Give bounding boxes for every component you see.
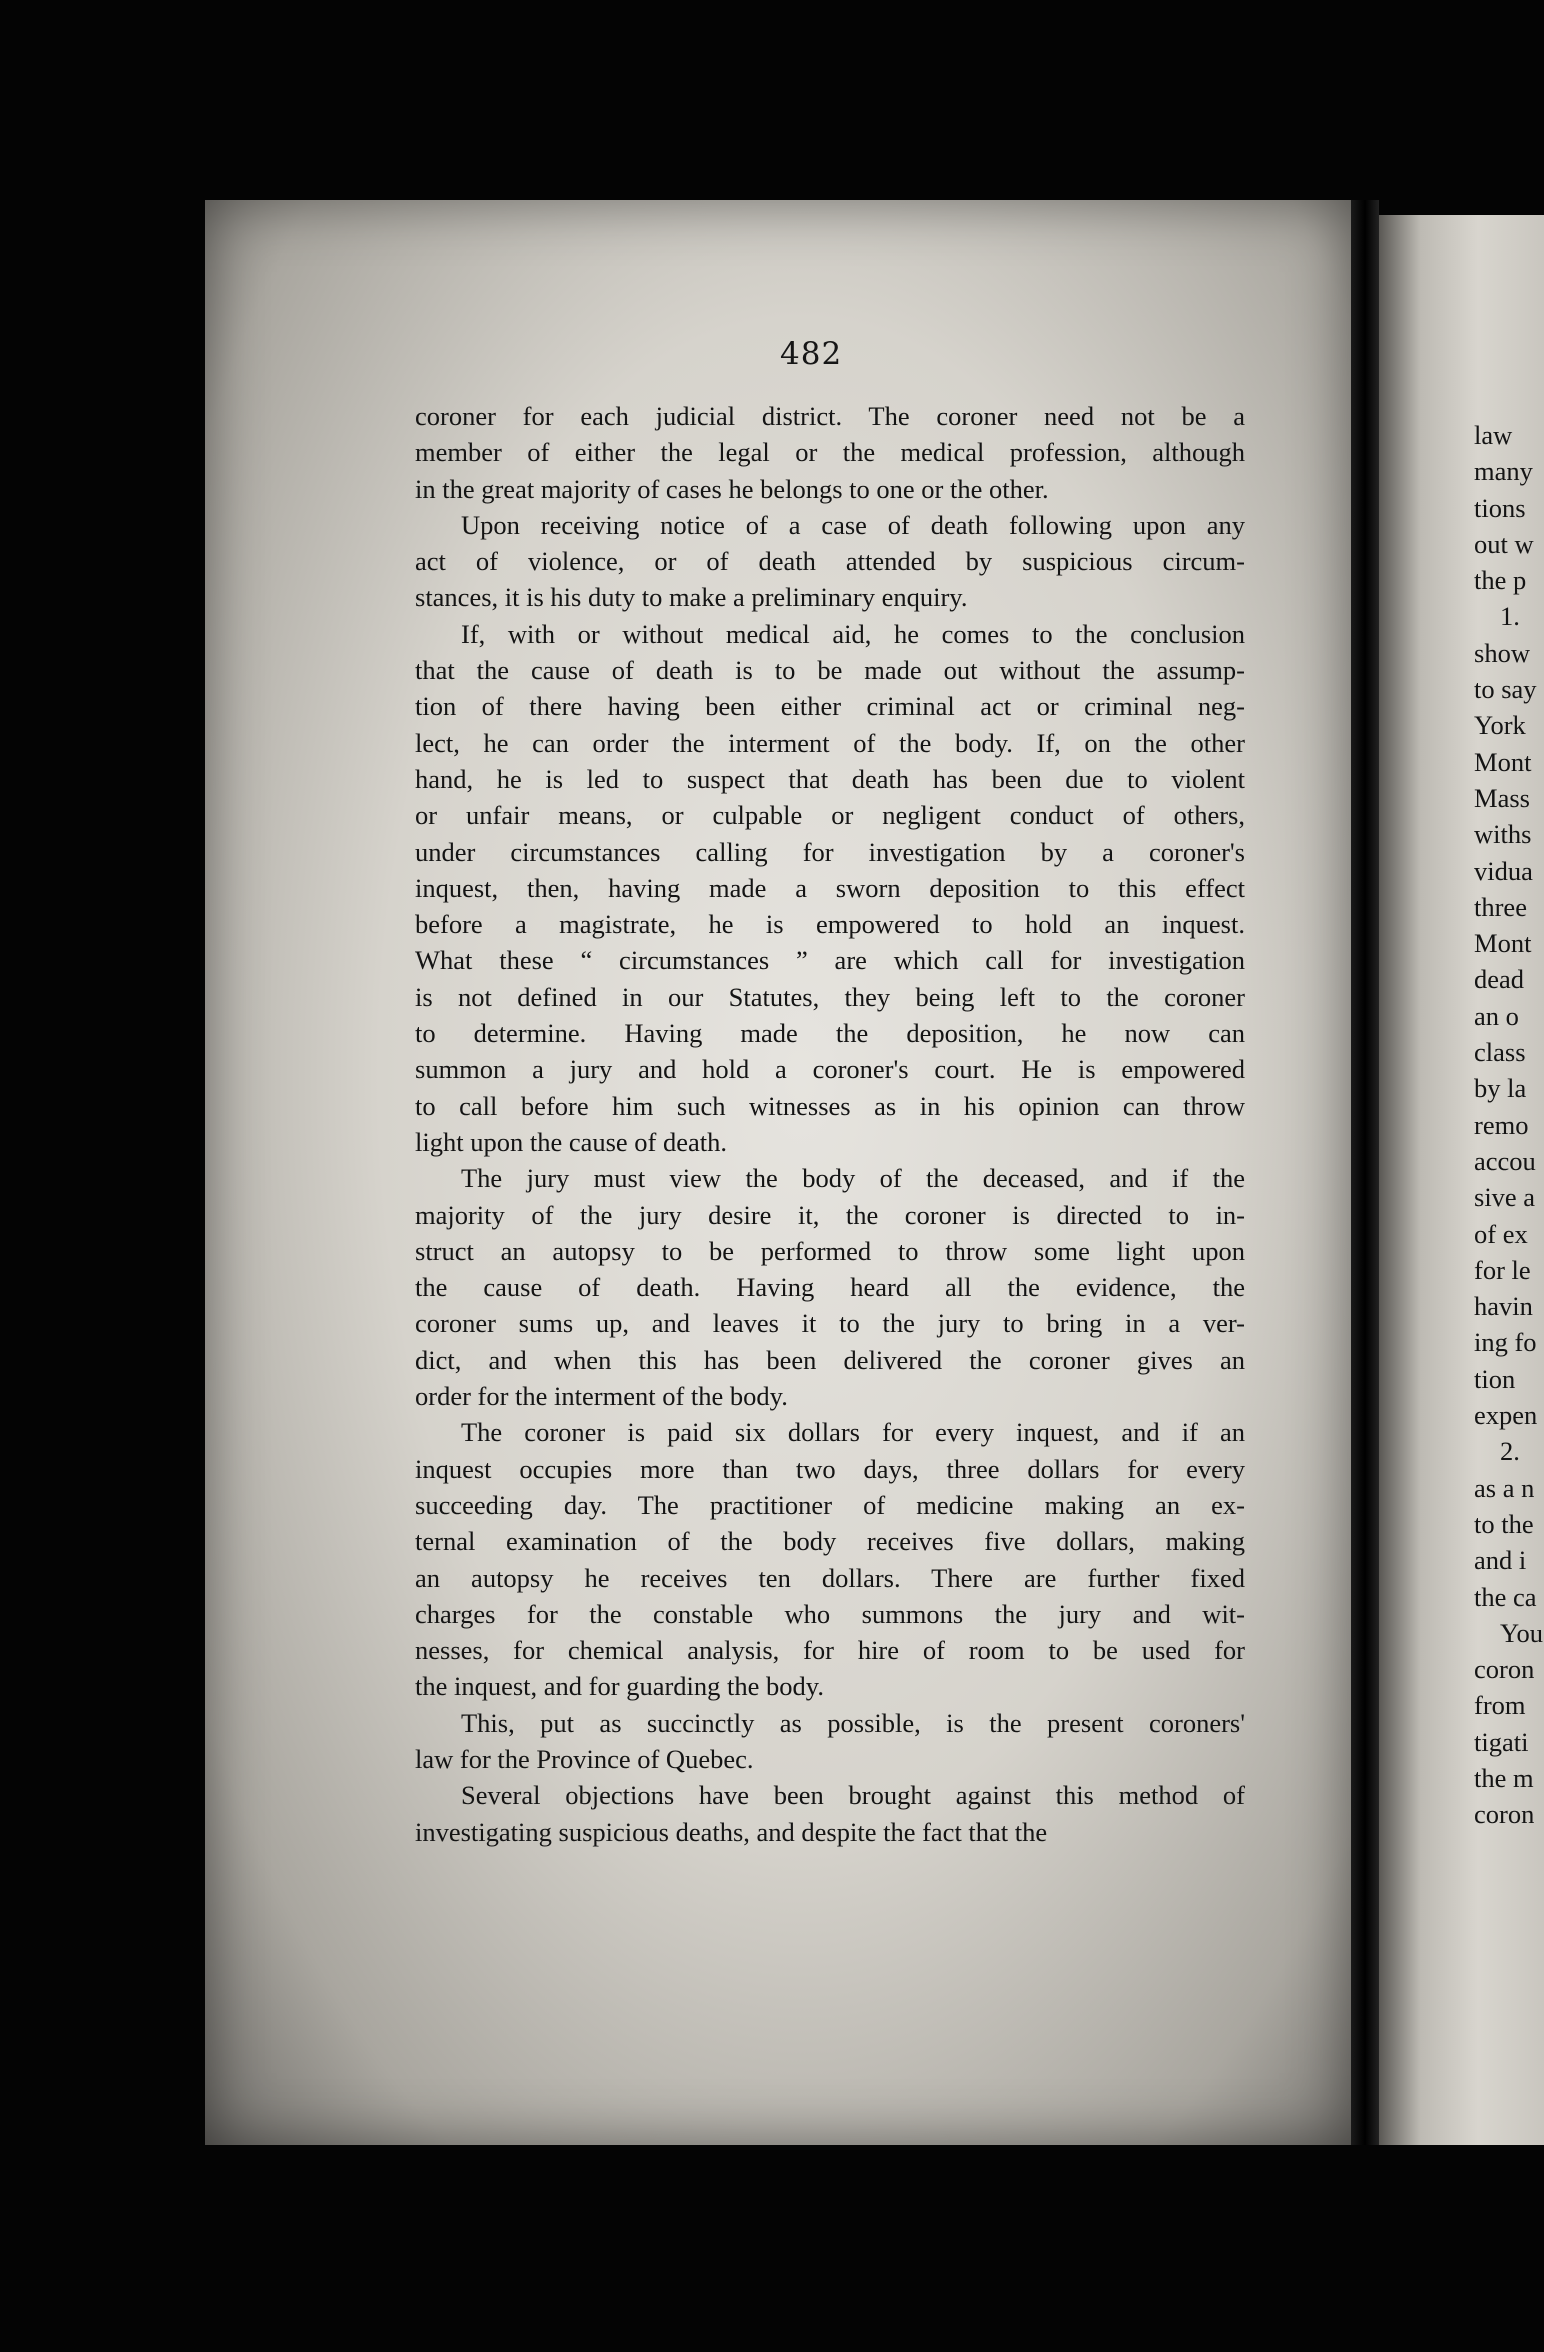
text-line: under circumstances calling for investigation by a coroner's <box>415 836 1245 867</box>
facing-page-fragment: York <box>1474 710 1526 741</box>
facing-page-fragment: three <box>1474 891 1527 922</box>
text-line: law for the Province of Quebec. <box>415 1743 754 1774</box>
facing-page-fragment: the p <box>1474 565 1527 596</box>
facing-page <box>1379 215 1544 2145</box>
facing-page-fragment: Mont <box>1474 746 1532 777</box>
text-line: the cause of death. Having heard all the evidence, the <box>415 1272 1245 1303</box>
paragraph <box>415 398 1245 507</box>
text-line: act of violence, or of death attended by suspicious circum- <box>415 546 1245 577</box>
text-line: summon a jury and hold a coroner's court. He is empowered <box>415 1054 1245 1085</box>
text-line: tion of there having been either criminal act or criminal neg- <box>415 691 1245 722</box>
text-line: stances, it is his duty to make a preliminary enquiry. <box>415 582 968 613</box>
facing-page-fragment: 1. <box>1500 601 1520 632</box>
text-line: succeeding day. The practitioner of medicine making an ex- <box>415 1489 1245 1520</box>
text-line: nesses, for chemical analysis, for hire of room to be used for <box>415 1635 1245 1666</box>
facing-page-fragment: show <box>1474 637 1530 668</box>
facing-page-fragment: sive a <box>1474 1182 1536 1213</box>
text-line: This, put as succinctly as possible, is the present coroners' <box>461 1707 1245 1738</box>
text-line: dict, and when this has been delivered the coroner gives an <box>415 1344 1245 1375</box>
text-line: inquest, then, having made a sworn deposition to this effect <box>415 872 1245 903</box>
facing-page-fragment: for le <box>1474 1254 1531 1285</box>
text-line: Upon receiving notice of a case of death following upon any <box>461 509 1245 540</box>
facing-page-fragment: 2. <box>1500 1436 1520 1467</box>
facing-page-fragment: an o <box>1474 1000 1519 1031</box>
facing-page-fragment: the ca <box>1474 1581 1537 1612</box>
text-line: is not defined in our Statutes, they being left to the coroner <box>415 981 1245 1012</box>
text-line: in the great majority of cases he belongs to one or the other. <box>415 473 1049 504</box>
facing-page-fragment: You <box>1500 1617 1543 1648</box>
facing-page-fragment: and i <box>1474 1545 1527 1576</box>
facing-page-fragment: class <box>1474 1037 1526 1068</box>
text-line: light upon the cause of death. <box>415 1126 728 1157</box>
text-line: ternal examination of the body receives five dollars, making <box>415 1526 1245 1557</box>
facing-page-fragment: of ex <box>1474 1218 1528 1249</box>
text-line: that the cause of death is to be made out without the assump- <box>415 655 1245 686</box>
facing-page-fragment: ing fo <box>1474 1327 1537 1358</box>
facing-page-fragment: tion <box>1474 1363 1516 1394</box>
facing-page-fragment: out w <box>1474 528 1534 559</box>
facing-page-fragment: withs <box>1474 819 1532 850</box>
facing-page-fragment: tions <box>1474 492 1526 523</box>
paragraph <box>415 1705 1245 1778</box>
text-line: coroner for each judicial district. The coroner need not be a <box>415 401 1245 431</box>
text-line: What these “ circumstances ” are which call for investigation <box>415 945 1245 976</box>
text-line: If, with or without medical aid, he comes to the conclusion <box>461 618 1245 649</box>
text-line: Several objections have been brought against this method of <box>461 1780 1245 1811</box>
text-line: inquest occupies more than two days, three dollars for every <box>415 1453 1245 1484</box>
facing-page-fragment: havin <box>1474 1291 1533 1322</box>
text-line: struct an autopsy to be performed to throw some light upon <box>415 1235 1245 1266</box>
text-line: to call before him such witnesses as in his opinion can throw <box>415 1090 1245 1121</box>
facing-page-fragment: many <box>1474 456 1533 487</box>
text-line: before a magistrate, he is empowered to hold an inquest. <box>415 909 1245 940</box>
text-line: The coroner is paid six dollars for every inquest, and if an <box>461 1417 1245 1448</box>
facing-page-fragment: law <box>1474 420 1513 450</box>
facing-page-fragment: to say <box>1474 674 1537 705</box>
facing-page-fragment: accou <box>1474 1145 1536 1176</box>
text-line: investigating suspicious deaths, and despite the fact that the <box>415 1816 1048 1847</box>
paragraph <box>415 507 1245 616</box>
text-line: to determine. Having made the deposition, he now can <box>415 1018 1245 1049</box>
text-line: an autopsy he receives ten dollars. There are further fixed <box>415 1562 1245 1593</box>
facing-page-fragment: as a n <box>1474 1472 1535 1503</box>
facing-page-fragment: vidua <box>1474 855 1533 886</box>
facing-page-fragment: to the <box>1474 1508 1534 1539</box>
text-line: charges for the constable who summons the jury and wit- <box>415 1598 1245 1629</box>
facing-page-fragment: coron <box>1474 1654 1535 1685</box>
text-line: coroner sums up, and leaves it to the jury to bring in a ver- <box>415 1308 1245 1339</box>
text-line: order for the interment of the body. <box>415 1381 788 1412</box>
paragraph <box>415 1160 1245 1414</box>
paragraph <box>415 1777 1245 1850</box>
facing-page-fragment: expen <box>1474 1400 1538 1431</box>
text-line: majority of the jury desire it, the coroner is directed to in- <box>415 1199 1245 1230</box>
book-gutter <box>1351 200 1379 2145</box>
page-number: 482 <box>780 336 843 372</box>
facing-page-fragment: tigati <box>1474 1726 1529 1757</box>
text-line: The jury must view the body of the deceased, and if the <box>461 1163 1245 1194</box>
text-line: lect, he can order the interment of the body. If, on the other <box>415 727 1245 758</box>
facing-page-fragment: remo <box>1474 1109 1529 1140</box>
page-body-text <box>415 398 1245 1850</box>
facing-page-fragment: coron <box>1474 1799 1535 1830</box>
facing-page-fragment: by la <box>1474 1073 1527 1104</box>
text-line: the inquest, and for guarding the body. <box>415 1671 824 1702</box>
facing-page-fragment: from <box>1474 1690 1526 1721</box>
text-line: member of either the legal or the medical profession, although <box>415 437 1245 468</box>
text-line: or unfair means, or culpable or negligent conduct of others, <box>415 800 1245 831</box>
paragraph <box>415 1414 1245 1704</box>
facing-page-fragment: the m <box>1474 1762 1534 1793</box>
text-line: hand, he is led to suspect that death has been due to violent <box>415 763 1245 794</box>
facing-page-fragment: Mass <box>1474 782 1530 813</box>
facing-page-fragment: dead <box>1474 964 1525 995</box>
facing-page-fragment: Mont <box>1474 928 1532 959</box>
facing-page-text <box>1474 417 1544 1833</box>
paragraph <box>415 616 1245 1160</box>
